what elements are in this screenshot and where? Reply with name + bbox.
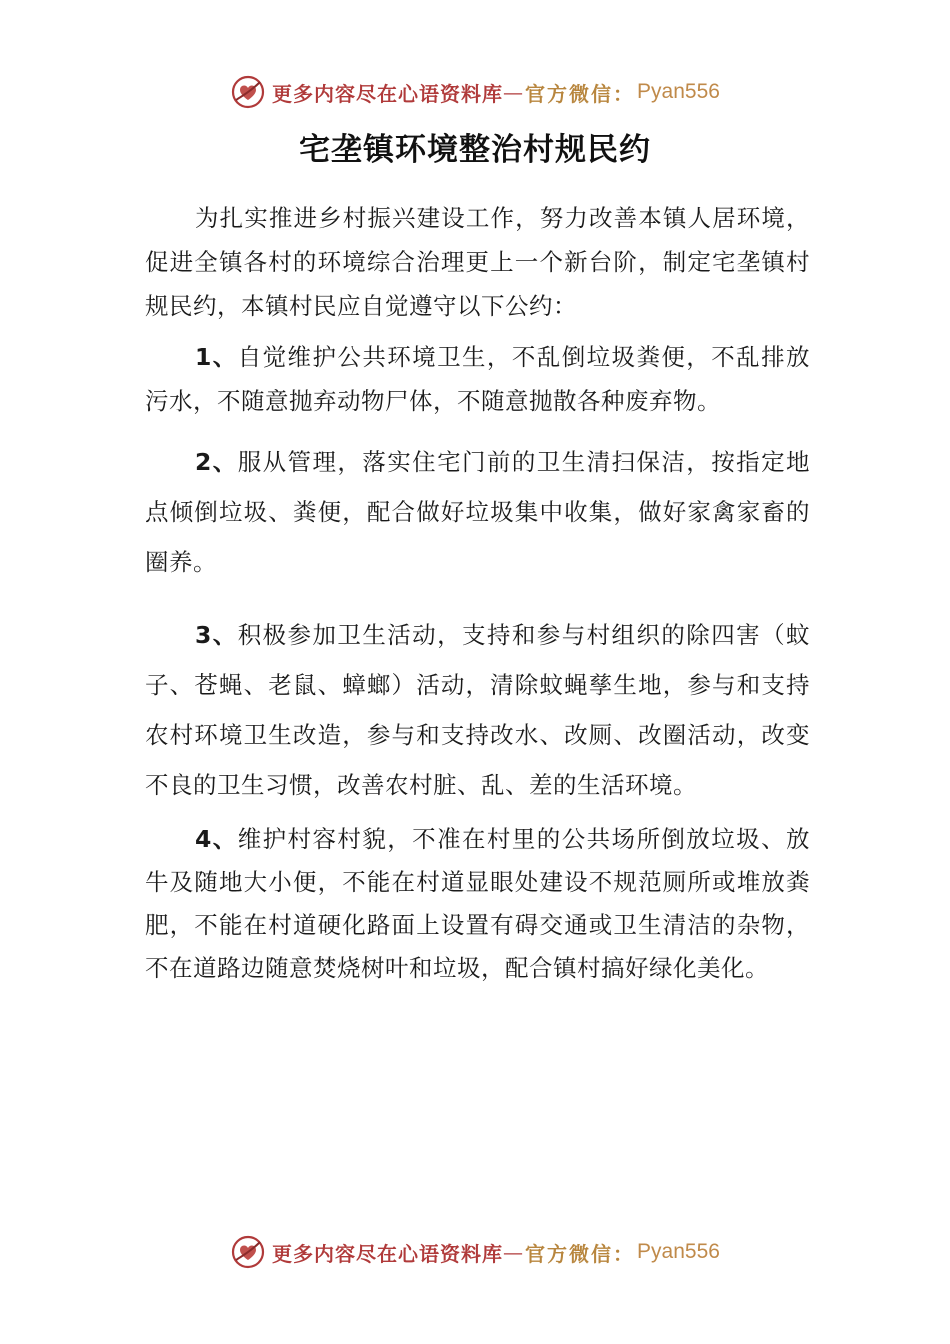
- rule-number: 4、: [195, 825, 238, 853]
- rule-number: 2、: [195, 448, 238, 476]
- rule-text: 自觉维护公共环境卫生，不乱倒垃圾粪便，不乱排放污水，不随意抛弃动物尸体，不随意抛散各种废弃物。: [145, 343, 810, 415]
- rule-item-1: [145, 335, 810, 423]
- rule-text: 积极参加卫生活动，支持和参与村组织的除四害（蚊子、苍蝇、老鼠、蟑螂）活动，清除蚊蝇孳生地，参与和支持农村环境卫生改造，参与和支持改水、改厕、改圈活动，改变不良的卫生习惯，改善农村脏、乱、差的生活环境。: [145, 621, 810, 799]
- watermark-brand-text: 更多内容尽在心语资料库: [272, 81, 504, 106]
- rule-text: 维护村容村貌，不准在村里的公共场所倒放垃圾、放牛及随地大小便，不能在村道显眼处建设不规范厕所或堆放粪肥，不能在村道硬化路面上设置有碍交通或卫生清洁的杂物，不在道路边随意焚烧树叶和垃圾，配合镇村搞好绿化美化。: [145, 825, 810, 982]
- watermark-official-label: 官方微信：: [525, 81, 636, 106]
- heart-ribbon-logo-icon: [230, 1234, 266, 1270]
- intro-paragraph: 为扎实推进乡村振兴建设工作，努力改善本镇人居环境，促进全镇各村的环境综合治理更上一个新台阶，制定宅垄镇村规民约，本镇村民应自觉遵守以下公约：: [145, 204, 810, 320]
- watermark-wechat-id: Pyan556: [637, 80, 720, 103]
- document-title: 宅垄镇环境整治村规民约: [299, 132, 651, 168]
- rule-item-2: [145, 437, 810, 587]
- header-watermark-banner: [0, 70, 950, 114]
- watermark-brand-text: 更多内容尽在心语资料库: [272, 1241, 504, 1266]
- watermark-dash: —: [503, 1240, 524, 1264]
- rule-text: 服从管理，落实住宅门前的卫生清扫保洁，按指定地点倾倒垃圾、粪便，配合做好垃圾集中收集，做好家禽家畜的圈养。: [145, 448, 810, 576]
- rule-number: 3、: [195, 621, 238, 649]
- rule-number: 1、: [195, 343, 238, 371]
- watermark-wechat-id: Pyan556: [637, 1240, 720, 1263]
- rule-item-4: [145, 818, 810, 990]
- heart-ribbon-logo-icon: [230, 74, 266, 110]
- footer-watermark-banner: [0, 1230, 950, 1274]
- watermark-official-label: 官方微信：: [525, 1241, 636, 1266]
- watermark-dash: —: [503, 80, 524, 104]
- rule-item-3: [145, 610, 810, 810]
